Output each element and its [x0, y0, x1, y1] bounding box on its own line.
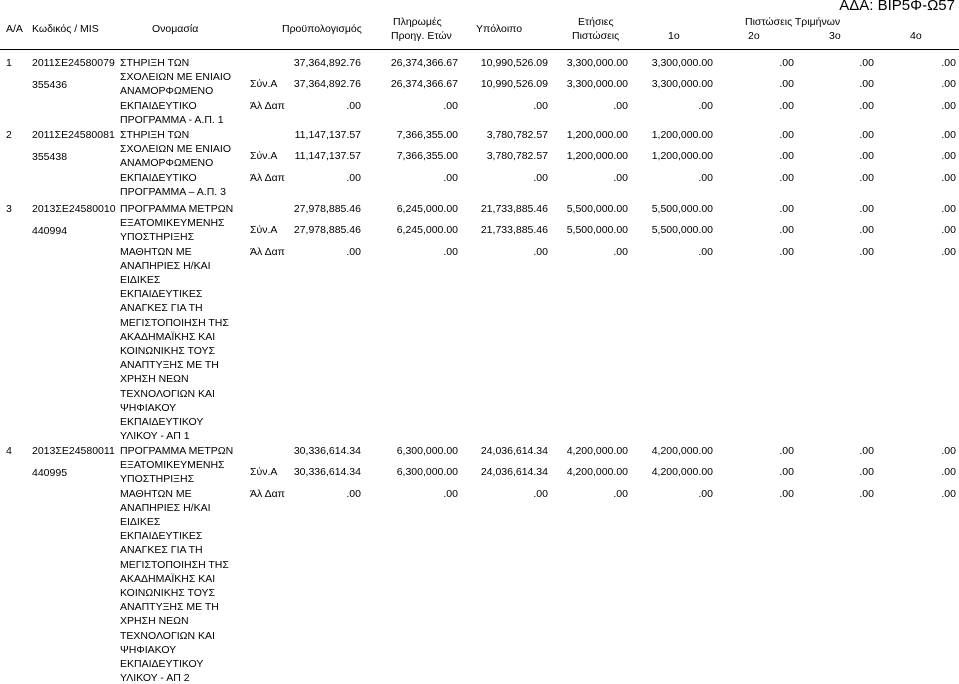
amount-cell: .00: [346, 488, 361, 500]
amount-cell: 4,200,000.00: [566, 445, 628, 457]
header-q3: 3ο: [829, 30, 841, 42]
amount-cell: 37,364,892.76: [293, 78, 361, 90]
amount-cell: .00: [346, 100, 361, 112]
amount-cell: 10,990,526.09: [480, 57, 548, 69]
row-description-line: ΚΟΙΝΩΝΙΚΗΣ ΤΟΥΣ: [120, 587, 216, 599]
row-number: 3: [6, 203, 12, 215]
row-label-all: Άλ Δαπ: [250, 172, 285, 184]
row-description-line: ΑΝΑΜΟΡΦΩΜΕΝΟ: [120, 157, 214, 170]
amount-cell: .00: [533, 100, 548, 112]
amount-cell: 7,366,355.00: [396, 129, 458, 141]
amount-cell: .00: [613, 246, 628, 258]
row-description-line: ΨΗΦΙΑΚΟΥ: [120, 643, 177, 656]
amount-cell: 30,336,614.34: [293, 445, 361, 457]
amount-cell: 1,200,000.00: [566, 129, 628, 141]
row-label-syn: Σύν.Α: [250, 466, 278, 478]
amount-cell: 3,300,000.00: [651, 57, 713, 69]
amount-cell: .00: [859, 203, 874, 215]
amount-cell: .00: [698, 100, 713, 112]
row-description-line: ΑΝΑΜΟΡΦΩΜΕΝΟ: [120, 85, 214, 98]
header-remainder: Υπόλοιπο: [476, 23, 523, 35]
amount-cell: 37,364,892.76: [293, 57, 361, 69]
amount-cell: .00: [779, 129, 794, 141]
header-paid-line1: Πληρωμές: [393, 16, 442, 28]
amount-cell: .00: [533, 172, 548, 184]
row-description-line: ΠΡΟΓΡΑΜΜΑ ΜΕΤΡΩΝ: [120, 203, 234, 215]
amount-cell: .00: [779, 224, 794, 236]
header-divider: [0, 49, 959, 50]
amount-cell: 26,374,366.67: [390, 57, 458, 69]
amount-cell: .00: [779, 78, 794, 90]
row-number: 1: [6, 57, 12, 69]
amount-cell: 27,978,885.46: [293, 203, 361, 215]
amount-cell: .00: [443, 246, 458, 258]
amount-cell: .00: [941, 445, 956, 457]
amount-cell: .00: [859, 78, 874, 90]
amount-cell: 3,300,000.00: [566, 78, 628, 90]
row-description-line: ΣΧΟΛΕΙΩΝ ΜΕ ΕΝΙΑΙΟ: [120, 143, 232, 156]
row-description-line: ΥΛΙΚΟΥ - ΑΠ 2: [120, 672, 190, 684]
row-description-line: ΕΙΔΙΚΕΣ: [120, 274, 161, 286]
row-description-line: ΨΗΦΙΑΚΟΥ: [120, 401, 177, 414]
row-description-line: ΣΧΟΛΕΙΩΝ ΜΕ ΕΝΙΑΙΟ: [120, 71, 232, 84]
row-description-line: ΠΡΟΓΡΑΜΜΑ ΜΕΤΡΩΝ: [120, 445, 234, 457]
row-code: 2013ΣΕ24580011: [32, 445, 115, 457]
amount-cell: 21,733,885.46: [480, 203, 548, 215]
row-description-line: ΑΚΑΔΗΜΑΪΚΗΣ ΚΑΙ: [120, 330, 216, 343]
amount-cell: 5,500,000.00: [651, 203, 713, 215]
row-description-line: ΧΡΗΣΗ ΝΕΩΝ: [120, 615, 189, 628]
ada-code: ΑΔΑ: ΒΙΡ5Φ-Ω57: [839, 0, 955, 14]
amount-cell: 6,245,000.00: [396, 224, 458, 236]
row-label-all: Άλ Δαπ: [250, 100, 285, 112]
row-description-line: ΕΚΠΑΙΔΕΥΤΙΚΕΣ: [120, 530, 203, 543]
amount-cell: 6,245,000.00: [396, 203, 458, 215]
amount-cell: .00: [698, 488, 713, 500]
amount-cell: 3,300,000.00: [651, 78, 713, 90]
amount-cell: .00: [859, 100, 874, 112]
amount-cell: .00: [779, 445, 794, 457]
amount-cell: .00: [698, 246, 713, 258]
amount-cell: 4,200,000.00: [566, 466, 628, 478]
amount-cell: .00: [941, 488, 956, 500]
amount-cell: .00: [779, 203, 794, 215]
row-code: 2011ΣΕ24580079: [32, 57, 115, 69]
row-number: 4: [6, 445, 12, 457]
row-description-line: ΑΝΑΠΤΥΞΗΣ ΜΕ ΤΗ: [120, 359, 219, 372]
amount-cell: 24,036,614.34: [480, 445, 548, 457]
amount-cell: 1,200,000.00: [651, 129, 713, 141]
row-description-line: ΑΚΑΔΗΜΑΪΚΗΣ ΚΑΙ: [120, 572, 216, 585]
header-code: Κωδικός / MIS: [32, 23, 99, 35]
row-description-line: ΑΝΑΠΗΡΙΕΣ Η/ΚΑΙ: [120, 501, 211, 514]
header-name: Ονομασία: [152, 23, 199, 35]
amount-cell: .00: [779, 100, 794, 112]
amount-cell: .00: [941, 246, 956, 258]
amount-cell: .00: [941, 100, 956, 112]
amount-cell: 4,200,000.00: [651, 466, 713, 478]
header-q1: 1ο: [668, 30, 680, 42]
amount-cell: .00: [941, 466, 956, 478]
amount-cell: .00: [859, 488, 874, 500]
amount-cell: .00: [613, 100, 628, 112]
amount-cell: .00: [779, 246, 794, 258]
row-label-syn: Σύν.Α: [250, 150, 278, 162]
amount-cell: 26,374,366.67: [390, 78, 458, 90]
amount-cell: .00: [443, 488, 458, 500]
amount-cell: .00: [859, 466, 874, 478]
row-description-line: ΕΚΠΑΙΔΕΥΤΙΚΟΥ: [120, 416, 204, 428]
amount-cell: .00: [941, 150, 956, 162]
row-description-line: ΜΑΘΗΤΩΝ ΜΕ: [120, 245, 192, 258]
amount-cell: 5,500,000.00: [566, 203, 628, 215]
amount-cell: 27,978,885.46: [293, 224, 361, 236]
row-description-line: ΑΝΑΠΗΡΙΕΣ Η/ΚΑΙ: [120, 259, 211, 272]
amount-cell: 10,990,526.09: [480, 78, 548, 90]
amount-cell: 1,200,000.00: [566, 150, 628, 162]
amount-cell: 3,780,782.57: [486, 129, 548, 141]
row-mis: 440995: [32, 467, 68, 479]
row-label-all: Άλ Δαπ: [250, 246, 285, 258]
amount-cell: 4,200,000.00: [651, 445, 713, 457]
row-mis: 355438: [32, 151, 68, 163]
row-description-line: ΧΡΗΣΗ ΝΕΩΝ: [120, 373, 189, 386]
amount-cell: 21,733,885.46: [480, 224, 548, 236]
amount-cell: 1,200,000.00: [651, 150, 713, 162]
header-aa: Α/Α: [6, 23, 23, 35]
amount-cell: .00: [779, 57, 794, 69]
row-code: 2011ΣΕ24580081: [32, 129, 115, 141]
amount-cell: .00: [533, 246, 548, 258]
row-description-line: ΥΠΟΣΤΗΡΙΞΗΣ: [120, 473, 195, 486]
row-description-line: ΑΝΑΓΚΕΣ ΓΙΑ ΤΗ: [120, 302, 203, 315]
row-label-all: Άλ Δαπ: [250, 488, 285, 500]
amount-cell: 24,036,614.34: [480, 466, 548, 478]
row-code: 2013ΣΕ24580010: [32, 203, 116, 215]
row-description-line: ΕΚΠΑΙΔΕΥΤΙΚΟ: [120, 99, 197, 112]
row-description-line: ΣΤΗΡΙΞΗ ΤΩΝ: [120, 57, 190, 69]
row-mis: 355436: [32, 79, 68, 91]
amount-cell: 11,147,137.57: [294, 150, 361, 162]
amount-cell: .00: [859, 445, 874, 457]
row-description-line: ΥΠΟΣΤΗΡΙΞΗΣ: [120, 231, 195, 244]
row-description-line: ΥΛΙΚΟΥ - ΑΠ 1: [120, 430, 190, 443]
row-description-line: ΤΕΧΝΟΛΟΓΙΩΝ ΚΑΙ: [120, 387, 215, 400]
row-description-line: ΣΤΗΡΙΞΗ ΤΩΝ: [120, 129, 190, 141]
amount-cell: .00: [859, 129, 874, 141]
amount-cell: .00: [859, 57, 874, 69]
amount-cell: .00: [941, 172, 956, 184]
amount-cell: 30,336,614.34: [293, 466, 361, 478]
amount-cell: .00: [613, 488, 628, 500]
amount-cell: .00: [859, 224, 874, 236]
row-description-line: ΠΡΟΓΡΑΜΜΑ – Α.Π. 3: [120, 185, 226, 198]
row-description-line: ΕΞΑΤΟΜΙΚΕΥΜΕΝΗΣ: [120, 459, 225, 472]
amount-cell: .00: [859, 172, 874, 184]
amount-cell: .00: [941, 57, 956, 69]
row-description-line: ΤΕΧΝΟΛΟΓΙΩΝ ΚΑΙ: [120, 629, 215, 642]
amount-cell: .00: [533, 488, 548, 500]
header-q4: 4ο: [910, 30, 922, 42]
amount-cell: 3,300,000.00: [566, 57, 628, 69]
header-budget: Προϋπολογισμός: [282, 23, 362, 35]
row-label-syn: Σύν.Α: [250, 78, 278, 90]
row-mis: 440994: [32, 225, 68, 237]
amount-cell: .00: [443, 100, 458, 112]
amount-cell: 5,500,000.00: [566, 224, 628, 236]
row-number: 2: [6, 129, 12, 141]
row-description-line: ΕΚΠΑΙΔΕΥΤΙΚΕΣ: [120, 288, 203, 301]
header-annual-line2: Πιστώσεις: [572, 30, 620, 42]
row-label-syn: Σύν.Α: [250, 224, 278, 236]
amount-cell: .00: [779, 466, 794, 478]
amount-cell: 6,300,000.00: [396, 466, 458, 478]
amount-cell: .00: [613, 172, 628, 184]
row-description-line: ΕΙΔΙΚΕΣ: [120, 516, 161, 528]
amount-cell: 11,147,137.57: [294, 129, 361, 141]
amount-cell: 6,300,000.00: [396, 445, 458, 457]
amount-cell: .00: [859, 246, 874, 258]
amount-cell: 5,500,000.00: [651, 224, 713, 236]
amount-cell: .00: [941, 224, 956, 236]
row-description-line: ΠΡΟΓΡΑΜΜΑ - Α.Π. 1: [120, 113, 224, 126]
amount-cell: .00: [779, 150, 794, 162]
amount-cell: .00: [346, 172, 361, 184]
row-description-line: ΚΟΙΝΩΝΙΚΗΣ ΤΟΥΣ: [120, 345, 216, 357]
row-description-line: ΕΚΠΑΙΔΕΥΤΙΚΟ: [120, 171, 197, 184]
row-description-line: ΜΕΓΙΣΤΟΠΟΙΗΣΗ ΤΗΣ: [120, 558, 229, 571]
row-description-line: ΕΞΑΤΟΜΙΚΕΥΜΕΝΗΣ: [120, 217, 225, 230]
row-description-line: ΑΝΑΠΤΥΞΗΣ ΜΕ ΤΗ: [120, 601, 219, 614]
amount-cell: .00: [779, 488, 794, 500]
header-paid-line2: Προηγ. Ετών: [391, 30, 452, 42]
row-description-line: ΜΕΓΙΣΤΟΠΟΙΗΣΗ ΤΗΣ: [120, 316, 229, 329]
amount-cell: .00: [443, 172, 458, 184]
amount-cell: .00: [941, 78, 956, 90]
amount-cell: .00: [859, 150, 874, 162]
amount-cell: .00: [779, 172, 794, 184]
amount-cell: .00: [346, 246, 361, 258]
header-quarterly: Πιστώσεις Τριμήνων: [745, 16, 841, 28]
header-q2: 2ο: [748, 30, 760, 42]
row-description-line: ΜΑΘΗΤΩΝ ΜΕ: [120, 487, 192, 500]
amount-cell: .00: [941, 203, 956, 215]
header-annual-line1: Ετήσιες: [578, 16, 614, 28]
amount-cell: .00: [698, 172, 713, 184]
row-description-line: ΕΚΠΑΙΔΕΥΤΙΚΟΥ: [120, 658, 204, 670]
amount-cell: 3,780,782.57: [486, 150, 548, 162]
amount-cell: 7,366,355.00: [396, 150, 458, 162]
row-description-line: ΑΝΑΓΚΕΣ ΓΙΑ ΤΗ: [120, 544, 203, 557]
amount-cell: .00: [941, 129, 956, 141]
